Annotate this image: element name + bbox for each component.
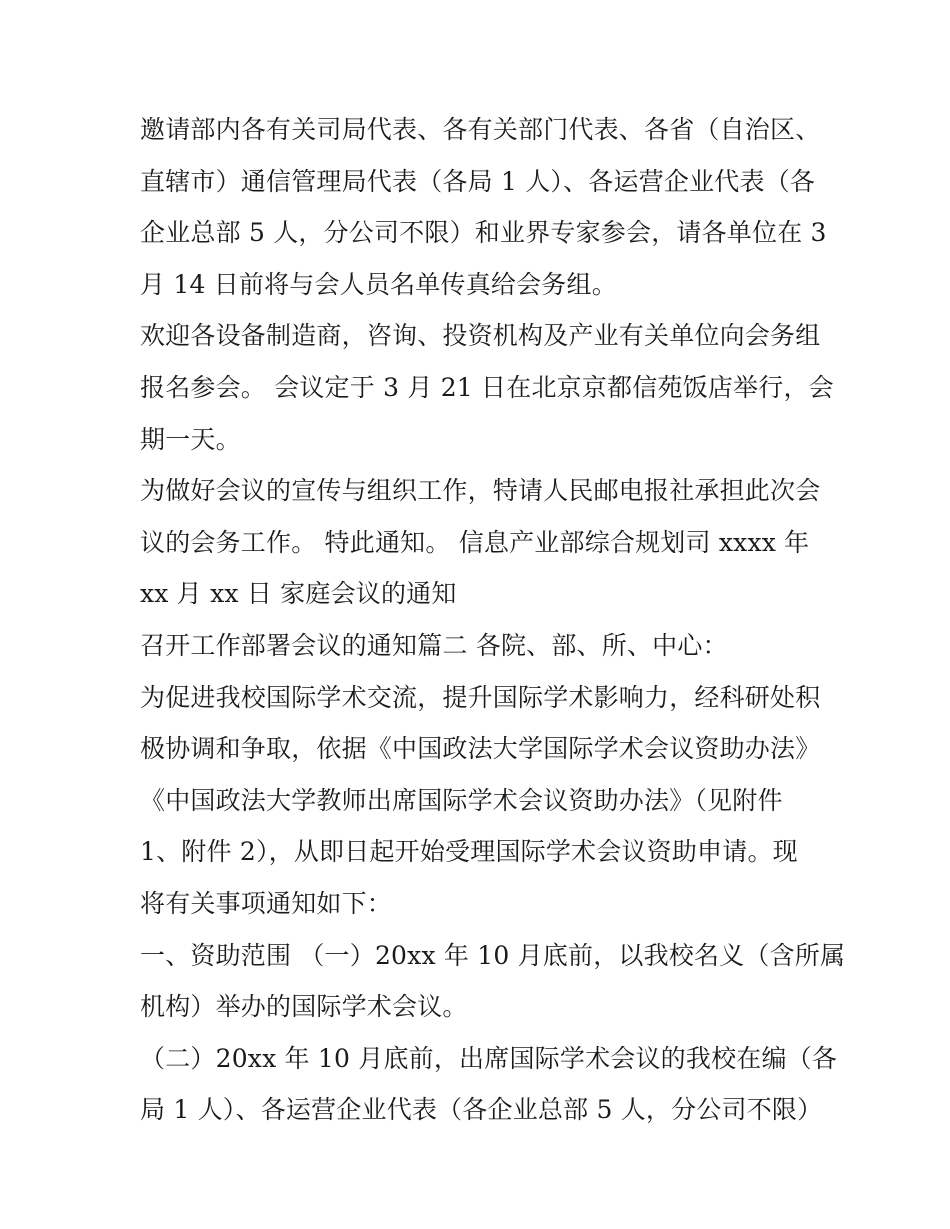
- text-line: 1、附件 2），从即日起开始受理国际学术会议资助申请。现: [140, 837, 798, 867]
- text-line: 《中国政法大学教师出席国际学术会议资助办法》（见附件: [140, 785, 783, 815]
- text-line: 将有关事项通知如下：: [140, 888, 393, 918]
- text-line: 为做好会议的宣传与组织工作，特请人民邮电报社承担此次会: [140, 476, 821, 506]
- text-line: 邀请部内各有关司局代表、各有关部门代表、各省（自治区、: [140, 115, 821, 144]
- text-line: 为促进我校国际学术交流，提升国际学术影响力，经科研处积: [140, 682, 821, 712]
- text-line: 极协调和争取，依据《中国政法大学国际学术会议资助办法》: [140, 734, 821, 764]
- document-body: [140, 104, 846, 1136]
- text-line: 报名参会。 会议定于 3 月 21 日在北京京都信苑饭店举行，会: [140, 372, 834, 402]
- text-line: 召开工作部署会议的通知篇二 各院、部、所、中心：: [140, 630, 728, 660]
- text-line: 直辖市）通信管理局代表（各局 1 人）、各运营企业代表（各: [140, 166, 816, 196]
- text-line: 期一天。: [140, 424, 241, 454]
- text-line: 局 1 人）、各运营企业代表（各企业总部 5 人，分公司不限）: [140, 1095, 823, 1125]
- text-line: 企业总部 5 人，分公司不限）和业界专家参会，请各单位在 3: [140, 218, 827, 248]
- text-line: （二）20xx 年 10 月底前，出席国际学术会议的我校在编（各: [140, 1043, 838, 1073]
- text-line: 月 14 日前将与会人员名单传真给会务组。: [140, 269, 617, 299]
- text-line: xx 月 xx 日 家庭会议的通知: [140, 579, 457, 609]
- text-line: 欢迎各设备制造商，咨询、投资机构及产业有关单位向会务组: [140, 321, 821, 351]
- text-line: 议的会务工作。 特此通知。 信息产业部综合规划司 xxxx 年: [140, 527, 810, 557]
- text-line: 机构）举办的国际学术会议。: [140, 992, 468, 1022]
- text-line: 一、资助范围 （一）20xx 年 10 月底前，以我校名义（含所属: [140, 940, 846, 970]
